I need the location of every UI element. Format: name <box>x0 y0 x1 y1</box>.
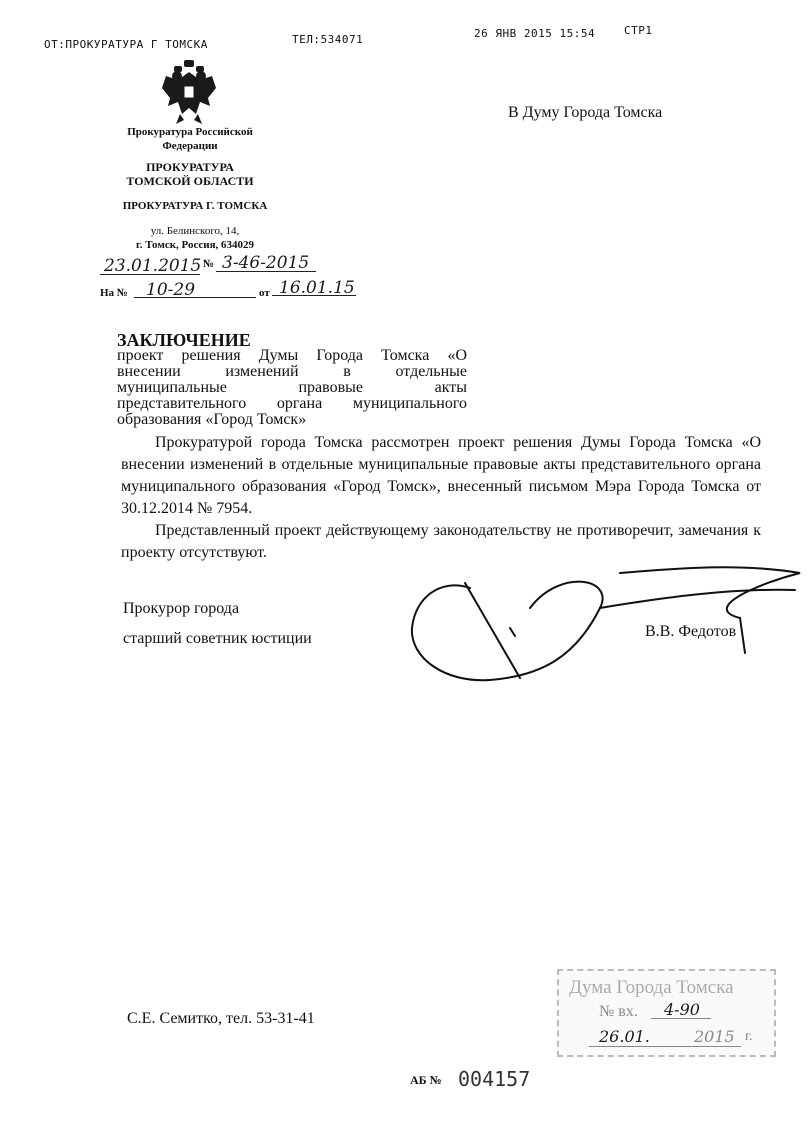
double-headed-eagle-emblem <box>160 58 218 128</box>
ref-date-line <box>272 295 356 296</box>
subject-line: образования «Город Томск» <box>117 411 307 428</box>
addressee: В Думу Города Томска <box>508 104 663 121</box>
sender-address2: г. Томск, Россия, 634029 <box>135 239 255 251</box>
stamp-vh-number: 4-90 <box>664 1000 700 1019</box>
subject-line: представительного органа муниципального <box>117 395 467 412</box>
form-series: АБ № <box>410 1073 442 1087</box>
body-paragraph-2: Представленный проект действующему законодательству не противоречит, замечания к проекту отсутствуют. <box>121 522 761 561</box>
sender-line1: Прокуратура Российской <box>127 126 253 138</box>
form-number: 004157 <box>458 1067 531 1091</box>
ref-label: На № <box>100 287 128 299</box>
sender-line3: ПРОКУРАТУРА <box>146 160 234 174</box>
fax-datetime: 26 ЯНВ 2015 15:54 <box>474 27 596 40</box>
stamp-suffix: г. <box>745 1029 753 1044</box>
fax-from: ОТ:ПРОКУРАТУРА Г ТОМСКА <box>44 38 208 51</box>
conclusion-subject <box>117 348 467 428</box>
ref-from-label: от <box>259 287 270 299</box>
subject-line: внесении изменений в отдельные <box>117 363 467 380</box>
stamp-date-year: 2015 <box>694 1027 735 1046</box>
subject-line: проект решения Думы Города Томска «О <box>117 347 467 364</box>
handwritten-signature <box>400 548 805 688</box>
ref-date: 16.01.15 <box>279 278 355 298</box>
reg-number: 3-46-2015 <box>222 253 310 273</box>
fax-page: СТР1 <box>624 24 653 37</box>
reg-date: 23.01.2015 <box>104 256 202 276</box>
stamp-date-line <box>589 1046 741 1047</box>
subject-line: муниципальные правовые акты <box>117 379 467 396</box>
body-paragraph-1: Прокуратурой города Томска рассмотрен проект решения Думы Города Томска «О внесении изменений в отдельные муниципальные правовые акты представительного органа муниципального образования «Город Томск», внесенный письмом Мэра Города Томска от 30.12.2014 № 7954. <box>121 434 761 517</box>
sender-address1: ул. Белинского, 14, <box>150 225 240 237</box>
stamp-vh-line <box>651 1018 711 1019</box>
signatory-name: В.В. Федотов <box>645 623 737 640</box>
reg-num-label: № <box>203 258 215 270</box>
reg-number-line <box>216 271 316 272</box>
executor: С.Е. Семитко, тел. 53-31-41 <box>127 1010 315 1027</box>
conclusion-title: ЗАКЛЮЧЕНИЕ <box>117 330 251 350</box>
stamp-vh-label: № вх. <box>599 1003 638 1020</box>
sender-line5: ПРОКУРАТУРА Г. ТОМСКА <box>122 200 268 212</box>
stamp-line1: Дума Города Томска <box>569 977 734 998</box>
sender-line2: Федерации <box>162 140 218 152</box>
stamp-date-day: 26.01. <box>599 1027 650 1046</box>
ref-number: 10-29 <box>146 280 196 300</box>
fax-tel: ТЕЛ:534071 <box>292 33 364 46</box>
signatory-position-2: старший советник юстиции <box>123 630 312 647</box>
incoming-stamp <box>557 969 776 1057</box>
ref-number-line <box>134 297 256 298</box>
signatory-position-1: Прокурор города <box>123 600 240 617</box>
reg-date-line <box>100 274 200 275</box>
sender-line4: ТОМСКОЙ ОБЛАСТИ <box>126 174 254 188</box>
